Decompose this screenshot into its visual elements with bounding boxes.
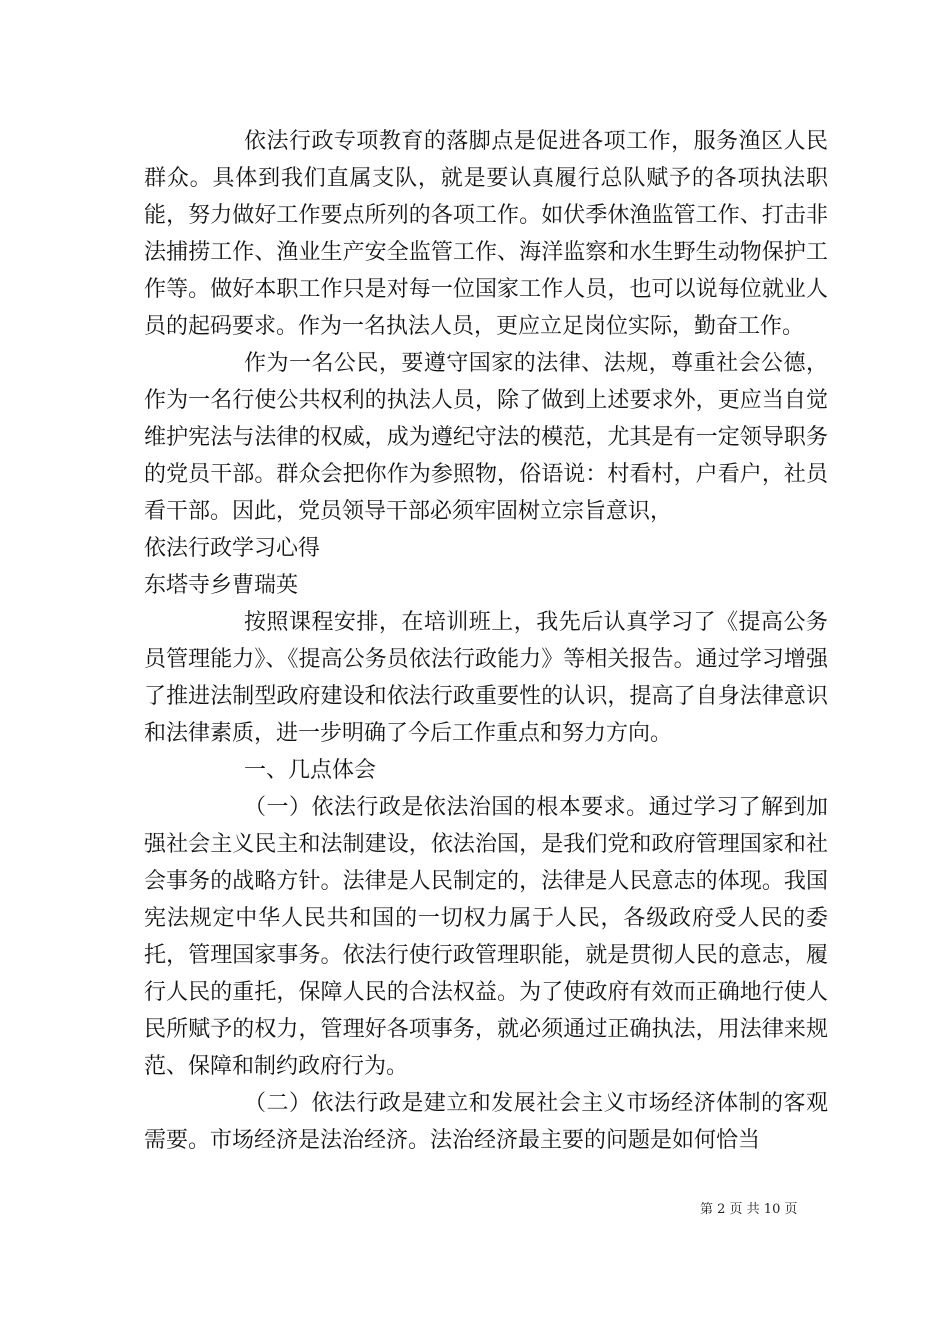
paragraph-enforcement-focus: 依法行政专项教育的落脚点是促进各项工作，服务渔区人民群众。具体到我们直属支队，就是要认真履行总队赋予的各项执法职能，努力做好工作要点所列的各项工作。如伏季休渔监管工作、打击非法捕捞工作、渔业生产安全监管工作、海洋监察和水生野生动物保护工作等。做好本职工作只是对每一位国家工作人员，也可以说每位就业人员的起码要求。作为一名执法人员，更应立足岗位实际，勤奋工作。: [144, 129, 828, 339]
paragraph-point-2: （二）依法行政是建立和发展社会主义市场经济体制的客观需要。市场经济是法治经济。法治经济最主要的问题是如何恰当: [144, 1091, 828, 1153]
page-number-footer: 第 2 页 共 10 页: [700, 1202, 798, 1217]
document-body: [144, 123, 828, 1159]
section-heading: 一、几点体会: [244, 758, 377, 783]
article-title: 依法行政学习心得: [144, 536, 321, 561]
paragraph-point-1: （一）依法行政是依法治国的根本要求。通过学习了解到加强社会主义民主和法制建设，依法治国，是我们党和政府管理国家和社会事务的战略方针。法律是人民制定的，法律是人民意志的体现。我国宪法规定中华人民共和国的一切权力属于人民，各级政府受人民的委托，管理国家事务。依法行使行政管理职能，就是贯彻人民的意志，履行人民的重托，保障人民的合法权益。为了使政府有效而正确地行使人民所赋予的权力，管理好各项事务，就必须通过正确执法，用法律来规范、保障和制约政府行为。: [144, 795, 828, 1079]
article-author: 东塔寺乡曹瑞英: [144, 573, 299, 598]
paragraph-intro: 按照课程安排，在培训班上，我先后认真学习了《提高公务员管理能力》、《提高公务员依法行政能力》等相关报告。通过学习增强了推进法制型政府建设和依法行政重要性的认识，提高了自身法律意识和法律素质，进一步明确了今后工作重点和努力方向。: [144, 610, 828, 746]
paragraph-citizen-duty: 作为一名公民，要遵守国家的法律、法规，尊重社会公德，作为一名行使公共权利的执法人员，除了做到上述要求外，更应当自觉维护宪法与法律的权威，成为遵纪守法的模范，尤其是有一定领导职务的党员干部。群众会把你作为参照物，俗语说：村看村，户看户，社员看干部。因此，党员领导干部必须牢固树立宗旨意识，: [144, 351, 828, 524]
